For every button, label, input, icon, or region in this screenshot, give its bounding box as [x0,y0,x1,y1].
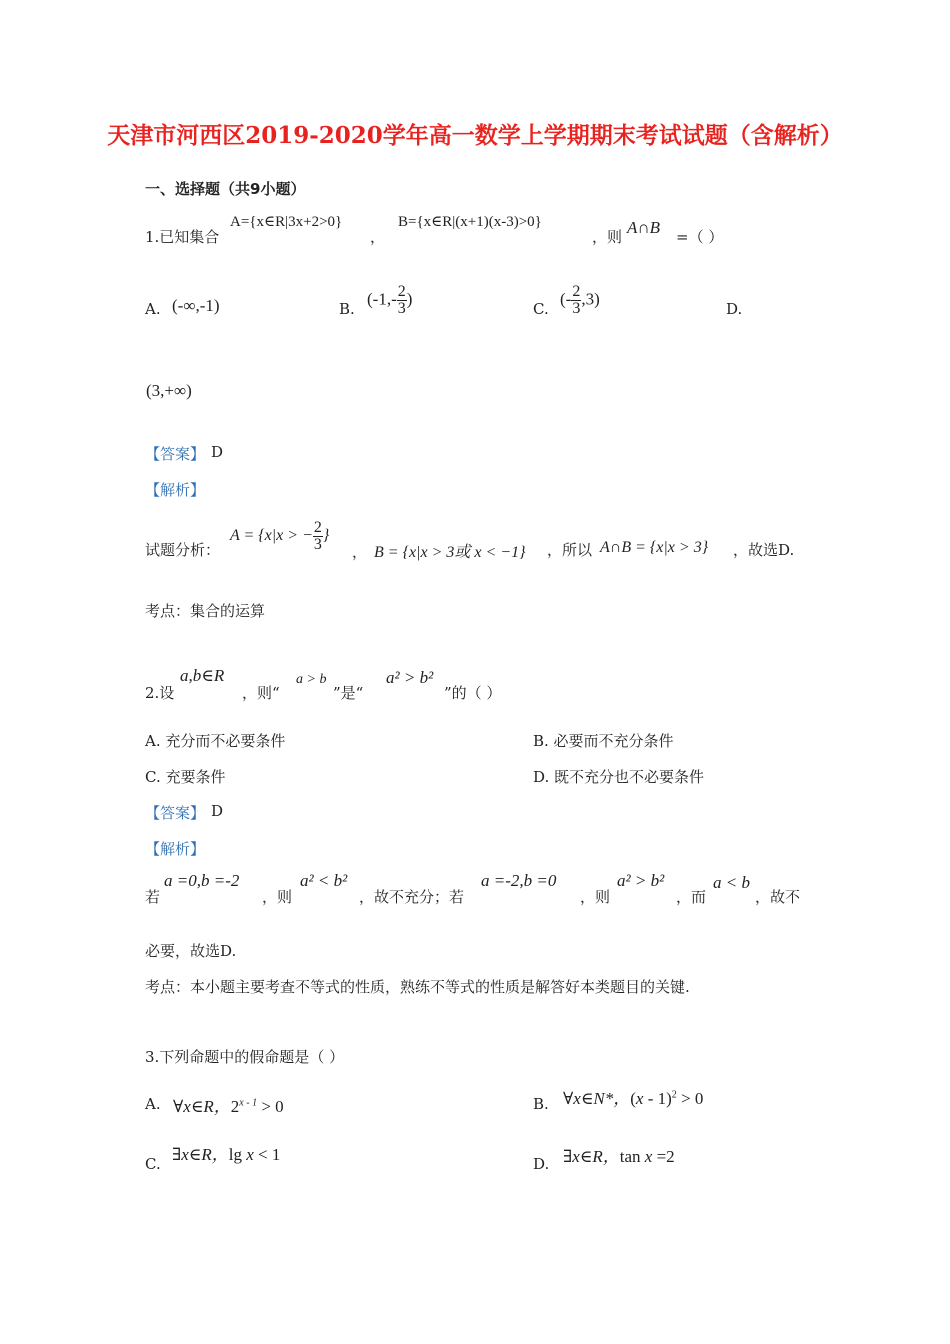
q2-analysis-case1: a =0,b =-2 [164,871,240,890]
q1-then: ，则 [592,228,623,246]
q1-answer-tag: 【答案】 [145,445,206,463]
q2-analysis-line2: 必要，故选D. [145,942,237,960]
q3-option-a-label: A. [145,1095,161,1113]
q2-option-d: D. 既不充分也不必要条件 [533,768,705,786]
q1-set-a: A={x∈R|3x+2>0} [230,214,343,230]
q1-analysis-sep: ， [352,543,368,561]
q3-option-d-label: D. [533,1155,550,1173]
q3-option-d: ∃x∈R，tan x =2 [563,1147,675,1166]
q1-analysis-set-b: B = {x|x > 3或 x < −1} [374,544,526,561]
q2-analysis-t2: ，故不充分；若 [359,888,465,906]
section-heading: 一、选择题（共9小题） [145,180,306,198]
q1-analysis-set-a: A = {x|x > − $\frac{2}{3}$ } [230,519,330,553]
q3-option-c: ∃x∈R，lg x < 1 [172,1145,281,1164]
q1-answer: D [211,443,224,461]
q1-option-d: (3,+∞) [146,381,192,400]
q2-analysis-if: 若 [145,888,161,906]
q2-answer-tag: 【答案】 [145,804,206,822]
q3-stem: 3.下列命题中的假命题是（ ） [145,1048,345,1066]
q1-analysis-end: ，故选D. [733,541,795,559]
q1-option-b-fraction: $\frac{2}{3}$ [397,283,406,317]
q2-analysis-t1: ，则 [262,888,293,906]
q2-analysis-t3: ，则 [580,888,611,906]
q2-analysis-t4: ，而 [676,888,707,906]
q2-is: ”是“ [333,684,364,702]
q1-option-a-label: A. [145,300,161,318]
q2-option-b: B. 必要而不充分条件 [533,732,674,750]
q2-option-c: C. 充要条件 [145,768,226,786]
q2-kaodian: 考点：本小题主要考查不等式的性质，熟练不等式的性质是解答好本类题目的关键. [145,978,690,996]
q2-q: a² > b² [386,668,434,687]
q1-set-b: B={x∈R|(x+1)(x-3)>0} [398,214,542,230]
q2-end: ”的（ ） [444,684,502,702]
q2-analysis-t5: ，故不 [755,888,801,906]
q1-analysis-tag: 【解析】 [145,481,206,499]
q3-option-c-label: C. [145,1155,161,1173]
q1-eq: =（ ） [676,228,724,246]
q1-expr: A∩B [627,218,661,237]
q2-analysis-case2: a =-2,b =0 [481,871,557,890]
q2-analysis-ineq2: a² > b² [617,871,665,890]
q1-stem-number: 1.已知集合 [145,228,220,246]
q1-analysis-intersection: A∩B = {x|x > 3} [600,539,709,556]
document-title: 天津市河西区2019-2020学年高一数学上学期期末考试试题（含解析） [107,122,843,149]
q3-option-a: ∀x∈R，2$^{x - 1}$ > 0 [173,1097,284,1116]
q2-then: ，则“ [242,684,280,702]
q1-analysis-fraction: $\frac{2}{3}$ [313,519,322,553]
q1-option-c-label: C. [533,300,549,318]
q1-option-b-pre: (-1,- [367,289,397,309]
q2-analysis-tag: 【解析】 [145,840,206,858]
q1-option-a: (-∞,-1) [172,296,220,315]
q1-analysis-prefix: 试题分析： [145,541,221,559]
q2-condition: a,b∈R [180,666,225,685]
q1-option-d-label: D. [726,300,743,318]
q2-analysis-ineq1: a² < b² [300,871,348,890]
q2-answer: D [211,802,224,820]
q1-option-c-fraction: $\frac{2}{3}$ [572,283,581,317]
q3-option-b-label: B. [533,1095,549,1113]
q1-option-b-label: B. [339,300,355,318]
q1-analysis-so: ，所以 [547,541,593,559]
q2-stem-number: 2.设 [145,684,175,702]
q1-comma: ， [370,228,386,246]
q2-option-a: A. 充分而不必要条件 [145,732,286,750]
q2-analysis-ineq3: a < b [713,873,750,892]
q1-option-b: (-1,- $\frac{2}{3}$ ) [367,283,413,317]
q2-p: a > b [296,672,327,687]
q1-option-c: (- $\frac{2}{3}$ ,3) [560,283,600,317]
q3-option-b: ∀x∈N*，(x - 1)$^2$ > 0 [563,1089,704,1108]
q1-kaodian: 考点：集合的运算 [145,602,266,620]
